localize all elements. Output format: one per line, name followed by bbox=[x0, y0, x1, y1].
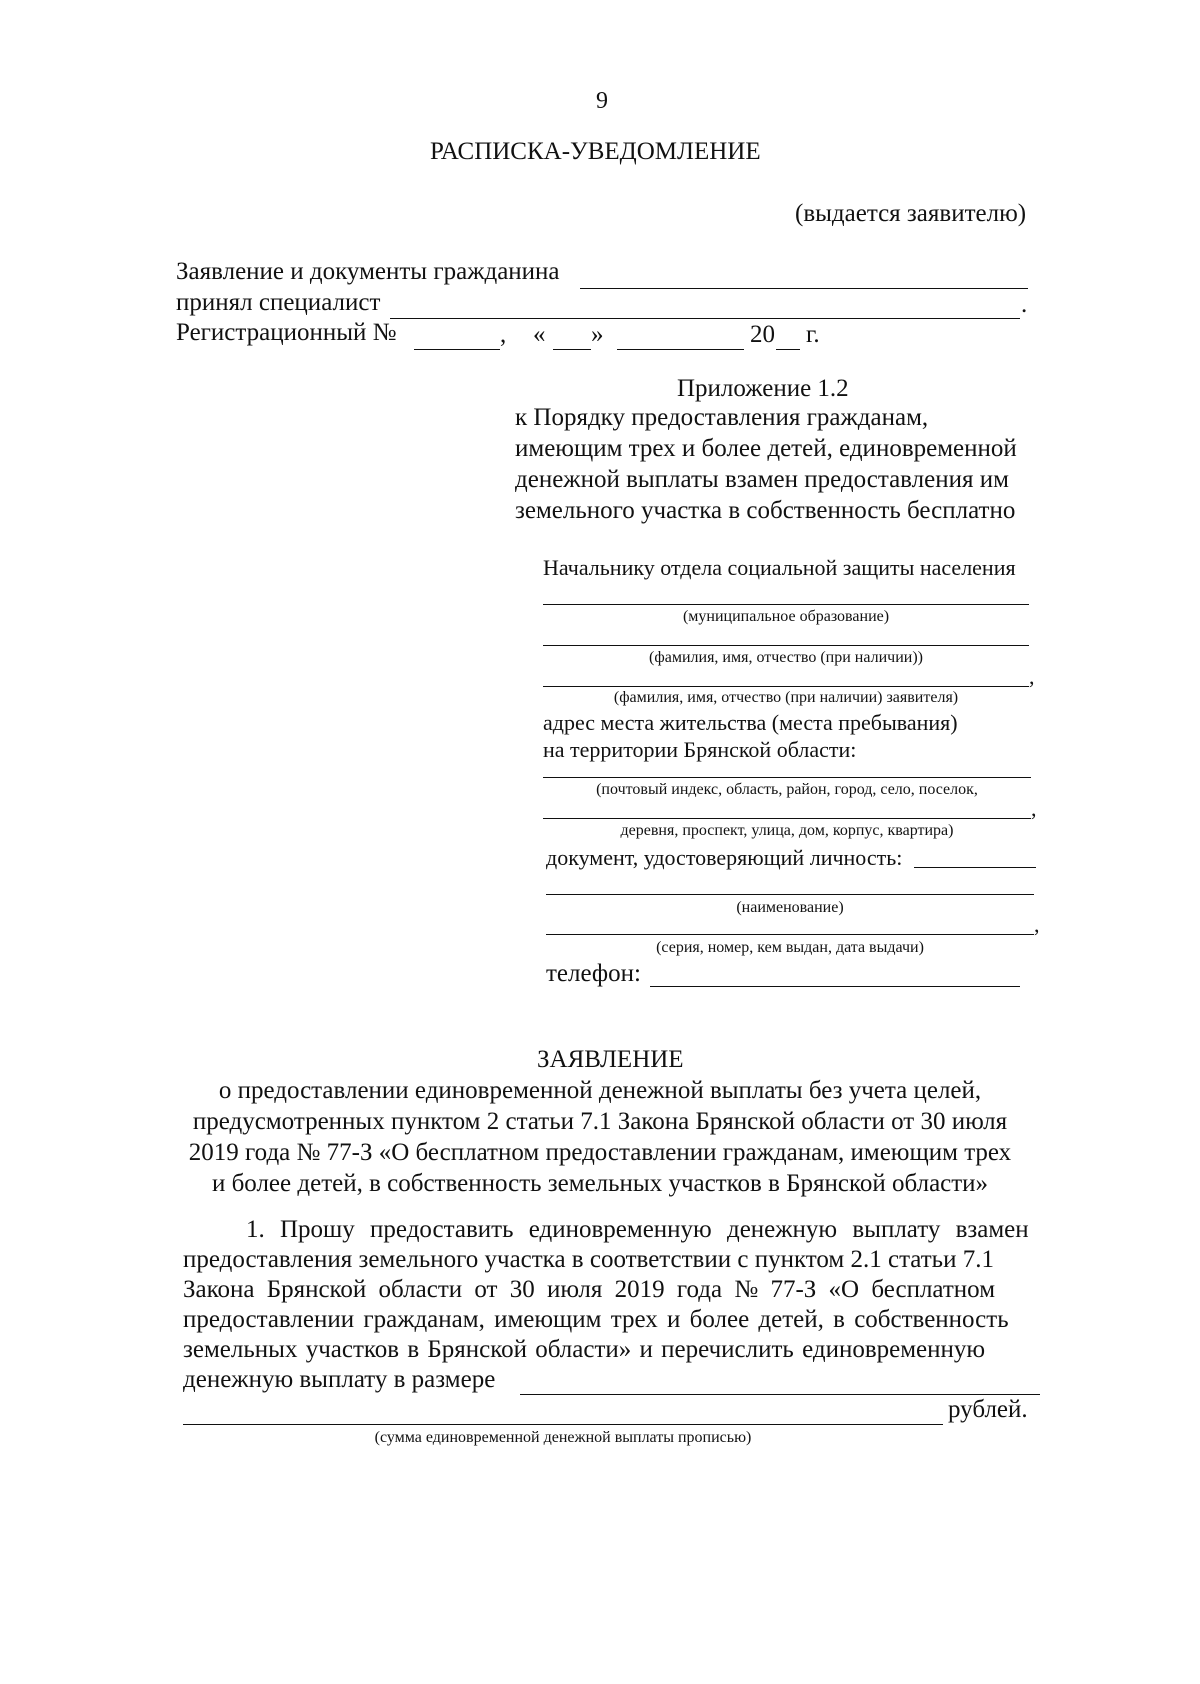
address-line-1[interactable] bbox=[543, 777, 1031, 778]
amount-label: денежную выплату в размере bbox=[183, 1366, 496, 1393]
hint-id-details: (серия, номер, кем выдан, дата выдачи) bbox=[656, 939, 924, 956]
page-number: 9 bbox=[596, 88, 608, 114]
amount-line-1[interactable] bbox=[520, 1394, 1040, 1395]
comma: , bbox=[1031, 796, 1037, 821]
receipt-year-suffix: г. bbox=[806, 321, 820, 348]
paragraph-line: 1. Прошу предоставить единовременную денежную выплату взамен bbox=[246, 1216, 1029, 1243]
id-details-line[interactable] bbox=[546, 934, 1034, 935]
comma: , bbox=[1034, 912, 1040, 937]
address-label: на территории Брянской области: bbox=[543, 737, 857, 762]
paragraph-line: Закона Брянской области от 30 июля 2019 года № 77-З «О бесплатном bbox=[183, 1276, 996, 1303]
receipt-documents-label: Заявление и документы гражданина bbox=[176, 258, 560, 285]
receipt-quote-open: « bbox=[533, 321, 546, 348]
hint-address-1: (почтовый индекс, область, район, город, село, поселок, bbox=[596, 781, 978, 798]
paragraph-line: предоставлении гражданам, имеющим трех и более детей, в собственность bbox=[183, 1306, 1009, 1333]
hint-municipality: (муниципальное образование) bbox=[682, 608, 890, 625]
receipt-period: . bbox=[1021, 291, 1028, 318]
appendix-line: денежной выплаты взамен предоставления им bbox=[515, 466, 1009, 493]
phone-line[interactable] bbox=[650, 986, 1020, 987]
application-title: ЗАЯВЛЕНИЕ bbox=[537, 1046, 684, 1073]
receipt-year-line[interactable] bbox=[776, 349, 800, 350]
hint-amount: (сумма единовременной денежной выплаты прописью) bbox=[374, 1429, 752, 1446]
id-name-line[interactable] bbox=[546, 894, 1034, 895]
receipt-quote-close: » bbox=[591, 321, 604, 348]
paragraph-line: предоставления земельного участка в соответствии с пунктом 2.1 статьи 7.1 bbox=[183, 1246, 994, 1273]
receipt-registration-number-line[interactable] bbox=[414, 349, 500, 350]
paragraph-line: земельных участков в Брянской области» и перечислить единовременную bbox=[183, 1336, 986, 1363]
appendix-line: к Порядку предоставления гражданам, bbox=[515, 404, 929, 431]
receipt-citizen-line[interactable] bbox=[580, 288, 1028, 289]
receipt-day-line[interactable] bbox=[553, 349, 591, 350]
receipt-specialist-line[interactable] bbox=[390, 318, 1020, 319]
hint-applicant-name: (фамилия, имя, отчество (при наличии) заявителя) bbox=[613, 689, 959, 706]
amount-line-2[interactable] bbox=[183, 1424, 943, 1425]
appendix-line: земельного участка в собственность бесплатно bbox=[515, 497, 1016, 524]
appendix-line: имеющим трех и более детей, единовременной bbox=[515, 435, 1017, 462]
hint-head-name: (фамилия, имя, отчество (при наличии)) bbox=[649, 649, 923, 666]
application-subtitle-line: и более детей, в собственность земельных участков в Брянской области» bbox=[211, 1170, 989, 1197]
application-subtitle-line: о предоставлении единовременной денежной выплаты без учета целей, bbox=[218, 1077, 982, 1104]
receipt-issued-note: (выдается заявителю) bbox=[795, 200, 1027, 227]
receipt-month-line[interactable] bbox=[617, 349, 744, 350]
receipt-registration-label: Регистрационный № bbox=[176, 319, 397, 346]
comma: , bbox=[1029, 664, 1035, 689]
appendix-title: Приложение 1.2 bbox=[677, 375, 849, 402]
receipt-comma: , bbox=[500, 321, 507, 348]
address-line-2[interactable] bbox=[543, 818, 1031, 819]
id-document-label: документ, удостоверяющий личность: bbox=[546, 845, 903, 870]
application-subtitle-line: предусмотренных пунктом 2 статьи 7.1 Закона Брянской области от 30 июля bbox=[192, 1108, 1008, 1135]
addressee-to: Начальнику отдела социальной защиты населения bbox=[543, 555, 1016, 580]
currency-label: рублей. bbox=[948, 1396, 1028, 1423]
receipt-title: РАСПИСКА-УВЕДОМЛЕНИЕ bbox=[430, 138, 761, 165]
applicant-name-line[interactable] bbox=[543, 686, 1029, 687]
id-document-line[interactable] bbox=[914, 867, 1036, 868]
hint-id-name: (наименование) bbox=[736, 899, 844, 916]
municipality-line[interactable] bbox=[543, 604, 1029, 605]
phone-label: телефон: bbox=[546, 960, 641, 987]
receipt-year-prefix: 20 bbox=[750, 321, 775, 348]
head-name-line[interactable] bbox=[543, 645, 1029, 646]
application-subtitle-line: 2019 года № 77-З «О бесплатном предоставлении гражданам, имеющим трех bbox=[188, 1139, 1012, 1166]
hint-address-2: деревня, проспект, улица, дом, корпус, квартира) bbox=[620, 822, 954, 839]
receipt-specialist-label: принял специалист bbox=[176, 289, 381, 316]
address-label: адрес места жительства (места пребывания) bbox=[543, 710, 958, 735]
